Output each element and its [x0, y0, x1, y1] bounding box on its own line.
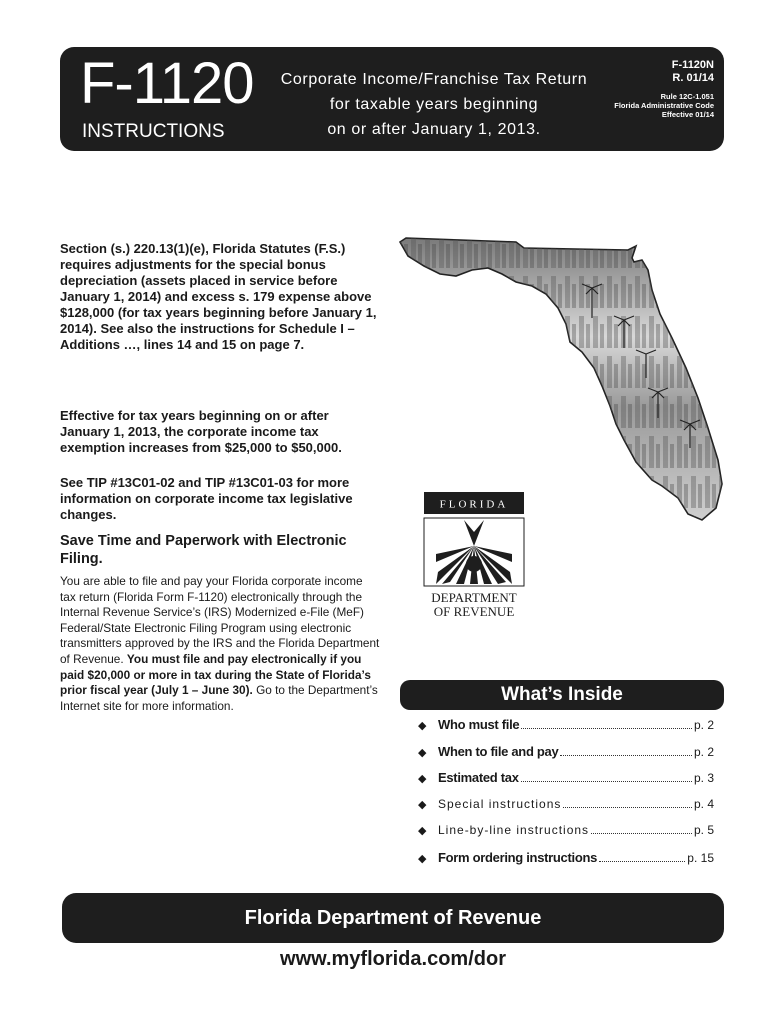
form-description — [256, 67, 612, 142]
toc-leader — [560, 755, 692, 756]
description-line-2: for taxable years beginning — [329, 96, 539, 113]
toc-page: p. 15 — [687, 850, 714, 865]
admin-code: Florida Administrative Code — [614, 101, 714, 110]
toc-label: Line-by-line instructions — [438, 823, 590, 837]
whats-inside-list — [418, 717, 714, 876]
toc-label: When to file and pay — [438, 743, 559, 759]
revision-date: R. 01/14 — [672, 72, 714, 84]
form-code — [594, 59, 714, 85]
dor-logo — [420, 492, 528, 620]
florida-map-image — [396, 228, 726, 524]
logo-florida-text: FLORIDA — [439, 498, 509, 511]
efile-text: You are able to file and pay your Florida corporate income tax return (Florida Form F-1120) electronically through the Internal Revenue Service’s (IRS) Modernized e-File (MeF) Federal/State Electronic Filing Program using electronic transmitters approved by the IRS and the Florida Department of Revenue. — [60, 574, 380, 666]
toc-item-who-must-file — [418, 717, 714, 744]
efile-requirement: You must file and pay electronically if you paid $20,000 or more in tax during the State of Florida’s prior fiscal year (July 1 – June 30). — [60, 651, 371, 698]
efile-more-info: Go to the Department’s Internet site for more information. — [60, 683, 378, 713]
toc-page: p. 3 — [693, 771, 714, 785]
header-banner — [60, 47, 724, 151]
efile-paragraph — [60, 574, 380, 714]
tip-note: See TIP #13C01-02 and TIP #13C01-03 for more information on corporate income tax legislative changes. — [60, 475, 353, 522]
form-number: F-1120N — [671, 59, 714, 71]
toc-item-estimated-tax — [418, 770, 714, 797]
toc-item-line-by-line — [418, 823, 714, 850]
toc-item-special-instructions — [418, 797, 714, 824]
toc-leader — [563, 807, 692, 808]
rule-reference — [564, 92, 714, 119]
toc-leader — [599, 861, 685, 862]
footer-url: www.myflorida.com/dor — [280, 948, 506, 970]
whats-inside-title: What’s Inside — [400, 680, 724, 710]
diamond-bullet-icon: ◆ — [418, 798, 427, 811]
description-line-1: Corporate Income/Franchise Tax Return — [280, 71, 588, 88]
logo-line-2: OF REVENUE — [433, 604, 515, 619]
rule-number: Rule 12C-1.051 — [660, 92, 714, 101]
form-subtitle: INSTRUCTIONS — [82, 121, 225, 142]
form-title: F-1120 — [80, 51, 254, 116]
logo-line-1: DEPARTMENT — [431, 590, 517, 605]
toc-page: p. 2 — [693, 718, 714, 732]
toc-page: p. 4 — [693, 796, 714, 811]
toc-item-when-to-file — [418, 744, 714, 771]
toc-label: Who must file — [438, 717, 520, 732]
diamond-bullet-icon: ◆ — [418, 852, 427, 865]
footer-org-banner: Florida Department of Revenue — [62, 893, 724, 943]
exemption-note: Effective for tax years beginning on or after January 1, 2013, the corporate income tax exemption increases from $25,000 to $50,000. — [60, 408, 342, 455]
toc-label: Form ordering instructions — [438, 849, 598, 865]
description-line-3: on or after January 1, 2013. — [327, 121, 541, 138]
diamond-bullet-icon: ◆ — [418, 825, 427, 837]
toc-leader — [521, 781, 692, 782]
diamond-bullet-icon: ◆ — [418, 773, 427, 785]
toc-leader — [591, 833, 692, 834]
toc-item-form-ordering — [418, 850, 714, 877]
toc-label: Estimated tax — [438, 770, 519, 785]
diamond-bullet-icon: ◆ — [418, 720, 427, 732]
section-note: Section (s.) 220.13(1)(e), Florida Statutes (F.S.) requires adjustments for the special bonus depreciation (assets placed in service before January 1, 2014) and excess s. 179 expense above $128,000 (for tax years beginning before January 1, 2014). See also the instructions for Schedule I – Additions …, lines 14 and 15 on page 7. — [60, 241, 377, 352]
toc-label: Special instructions — [438, 796, 562, 811]
effective-date: Effective 01/14 — [661, 110, 714, 119]
toc-page: p. 2 — [693, 744, 714, 759]
toc-leader — [521, 728, 692, 729]
efile-heading: Save Time and Paperwork with Electronic Filing. — [60, 533, 347, 567]
diamond-bullet-icon: ◆ — [418, 746, 427, 759]
toc-page: p. 5 — [693, 823, 714, 837]
